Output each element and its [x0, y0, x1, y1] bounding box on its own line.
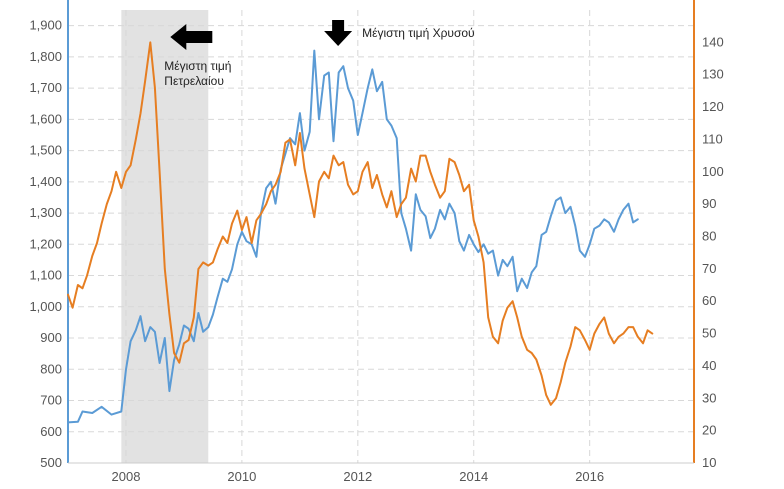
right-tick-label: 50 [702, 325, 717, 341]
left-tick-label: 500 [40, 455, 62, 470]
right-tick-label: 100 [702, 163, 724, 179]
left-tick-label: 1,200 [29, 236, 62, 252]
left-tick-label: 1,400 [29, 173, 62, 189]
gold-peak-label: Μέγιστη τιμή Χρυσού [362, 26, 475, 40]
right-tick-label: 130 [702, 66, 724, 82]
right-tick-label: 70 [702, 260, 717, 276]
left-tick-label: 1,700 [29, 80, 62, 96]
left-tick-label: 1,600 [29, 111, 62, 127]
right-tick-label: 60 [702, 293, 717, 309]
left-tick-label: 700 [40, 392, 62, 408]
left-tick-label: 1,800 [29, 48, 62, 64]
right-tick-label: 140 [702, 34, 724, 50]
x-tick-label: 2014 [459, 469, 489, 484]
left-tick-label: 600 [40, 423, 62, 439]
left-tick-label: 1,300 [29, 205, 62, 221]
right-tick-label: 110 [702, 131, 723, 147]
right-tick-label: 40 [702, 357, 717, 373]
x-tick-label: 2016 [575, 469, 605, 484]
oil-peak-label: Πετρελαίου [164, 74, 224, 88]
x-tick-label: 2010 [227, 469, 257, 484]
right-tick-label: 30 [702, 390, 717, 406]
left-tick-label: 800 [40, 361, 62, 377]
left-tick-label: 900 [40, 330, 62, 346]
left-tick-label: 1,500 [29, 142, 62, 158]
down-arrow-icon [324, 20, 352, 46]
right-tick-label: 120 [702, 99, 724, 115]
right-tick-label: 80 [702, 228, 717, 244]
left-tick-label: 1,900 [29, 17, 62, 33]
left-tick-label: 1,100 [29, 267, 62, 283]
x-tick-label: 2012 [343, 469, 373, 484]
left-tick-label: 1,000 [29, 298, 62, 314]
x-tick-label: 2008 [111, 469, 141, 484]
right-tick-label: 10 [702, 455, 717, 470]
right-tick-label: 20 [702, 422, 717, 438]
oil-peak-label: Μέγιστη τιμή [164, 59, 232, 73]
right-tick-label: 90 [702, 196, 717, 212]
